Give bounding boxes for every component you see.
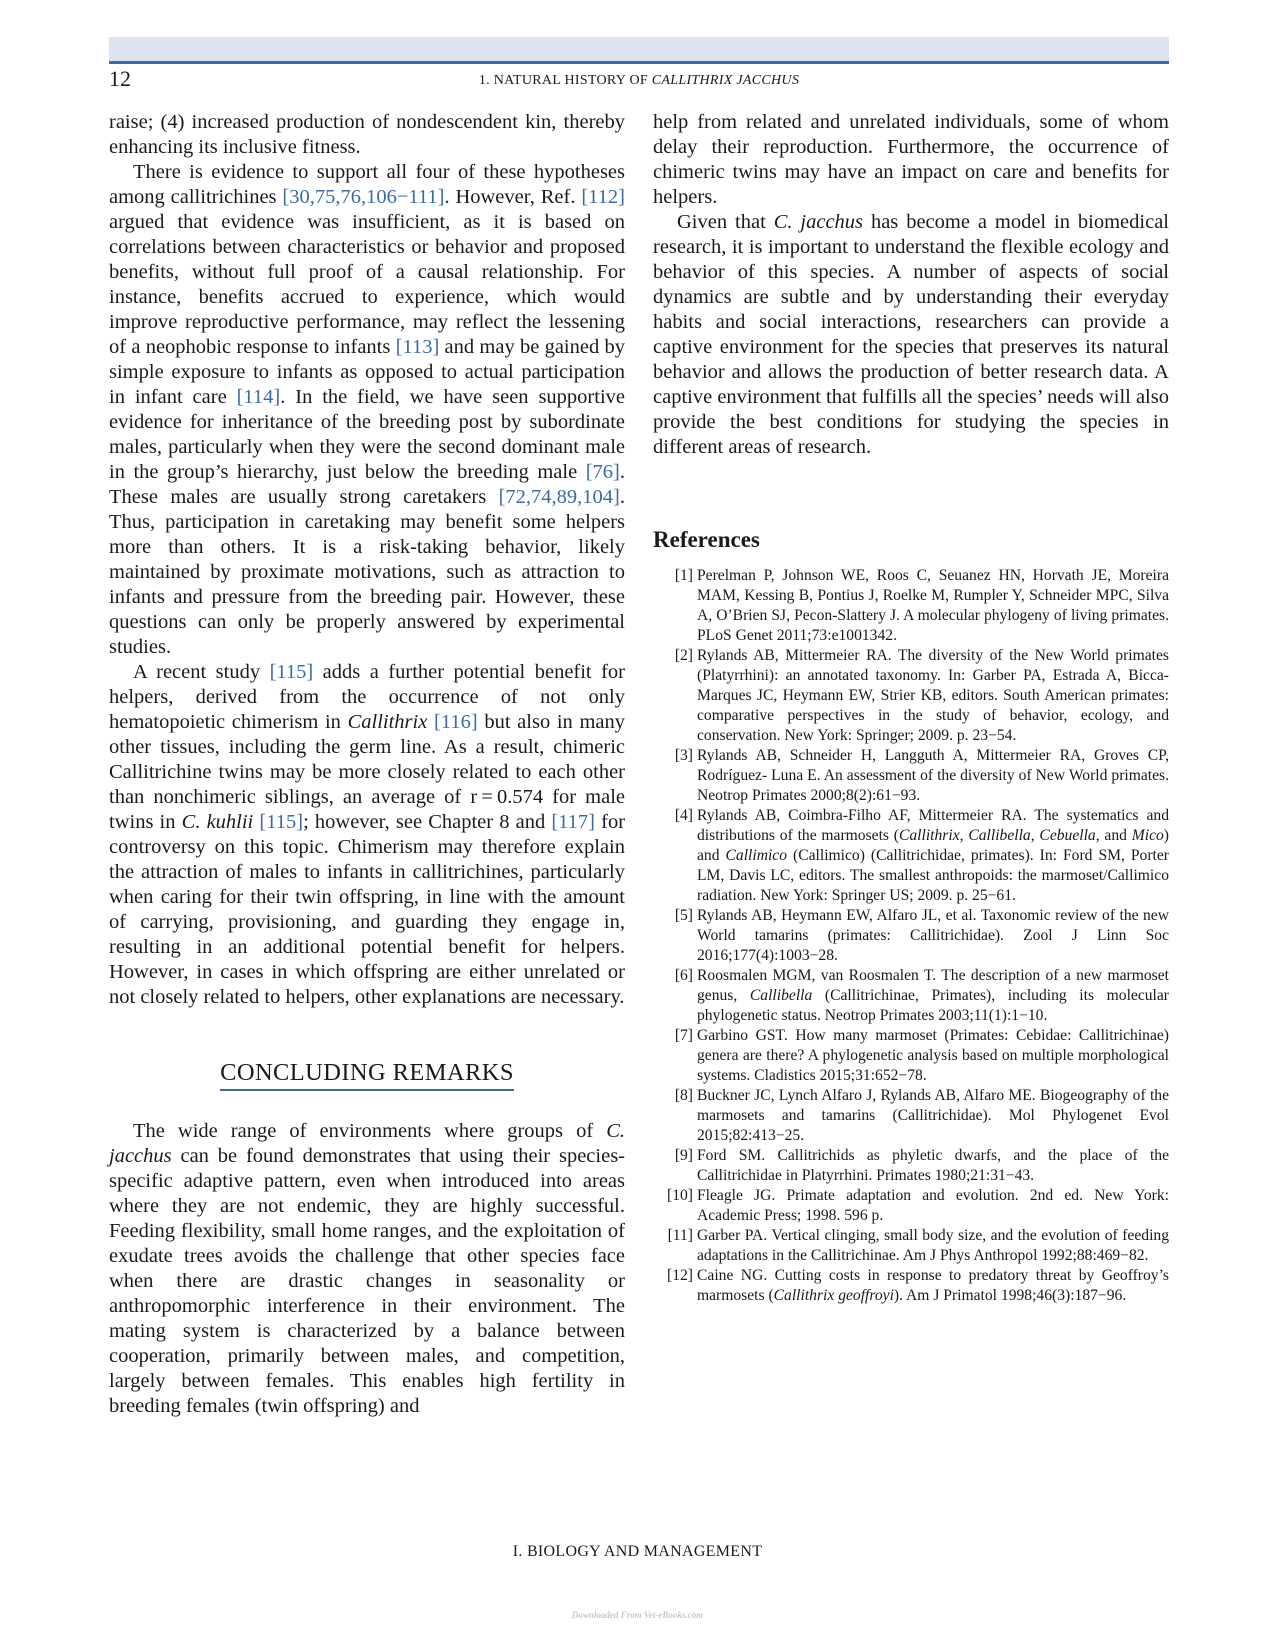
watermark: Downloaded From Vet-eBooks.com [571,1610,704,1620]
reference-text: Ford SM. Callitrichids as phyletic dwarfs, and the place of the Callitrichidae in Platyrrhini. Primates 1980;21:31−43. [697,1147,1169,1184]
reference-text: Fleagle JG. Primate adaptation and evolution. 2nd ed. New York: Academic Press; 1998. 596 p. [697,1187,1169,1224]
reference-text: , [1030,827,1040,844]
reference-text: (Callimico) (Callitrichidae, primates). In: Ford SM, Porter LM, Davis LC, editors. The smallest anthropoids: the marmoset/Callimico radiation. New York: Springer US; 2009. p. 25−61. [697,847,1169,904]
citation-link[interactable]: [113] [395,336,440,358]
reference-text: Garber PA. Vertical clinging, small body size, and the evolution of feeding adaptations in the Callitrichinae. Am J Phys Anthropol 1992;88:469−82. [697,1227,1169,1264]
reference-text: , and [1095,827,1132,844]
text-segment: The wide range of environments where groups of [133,1120,607,1142]
citation-link[interactable]: [76] [585,461,620,483]
reference-text: Caine NG. Cutting costs in response to predatory threat by Geoffroy’s marmosets ( [697,1267,1169,1304]
genus-name: Cebuella [1039,827,1096,844]
reference-text: (Callitrichinae, Primates), including its molecular phylogenetic status. Neotrop Primates 2003;11(1):1−10. [697,987,1169,1024]
reference-item [653,746,1169,806]
reference-list [653,566,1169,1306]
genus-name: Callithrix [898,827,960,844]
citation-link[interactable]: [114] [236,386,281,408]
reference-item [653,906,1169,966]
reference-number: [6] [674,967,693,984]
genus-name: Callibella [749,987,813,1004]
text-segment: has become a model in biomedical research, it is important to understand the flexible ecology and behavior of this species. A number of aspects of social dynamics are subtle and by understanding their everyday habits and social interactions, researchers can provide a captive environment for the species that preserves its natural behavior and allows the production of better research data. A captive environment that fulfills all the species’ needs will also provide the best conditions for studying the species in different areas of research. [653,211,1169,458]
reference-number: [11] [667,1227,693,1244]
text-segment: A recent study [133,661,270,683]
genus-name: Mico [1131,827,1164,844]
text-segment: ; however, see Chapter 8 and [303,811,552,833]
reference-text: Rylands AB, Mittermeier RA. The diversity of the New World primates (Platyrrhini): an annotated taxonomy. In: Garber PA, Estrada A, Bicca-Marques JC, Heymann EW, Strier KB, editors. South American primates: comparative perspectives in the study of behavior, ecology, and conservation. New York: Springer; 2009. p. 23−54. [697,647,1169,744]
reference-item [653,1226,1169,1266]
text-segment: . However, Ref. [444,186,582,208]
reference-item [653,966,1169,1026]
reference-text: Rylands AB, Coimbra-Filho AF, Mittermeier RA. The systematics and distributions of the marmosets ( [697,807,1169,844]
citation-link[interactable]: [115] [259,811,304,833]
reference-number: [10] [667,1187,693,1204]
reference-number: [1] [674,567,693,584]
paragraph-4 [109,1119,625,1419]
species-name: C. kuhlii [181,811,254,833]
text-segment: and may be gained by simple exposure to infants as opposed to actual participation in infant care [109,336,625,408]
header-band [109,37,1169,64]
text-segment: but also in many other tissues, including the germ line. As a result, chimeric Callitrichine twins may be more closely related to each other than nonchimeric siblings, an average of r = 0.574 for male twins in [109,711,626,833]
reference-number: [8] [674,1087,693,1104]
reference-item [653,646,1169,746]
reference-number: [7] [674,1027,693,1044]
reference-item [653,1146,1169,1186]
reference-number: [3] [674,747,693,764]
reference-text: Rylands AB, Heymann EW, Alfaro JL, et al. Taxonomic review of the new World tamarins (primates: Callitrichidae). Zool J Linn Soc 2016;177(4):1003−28. [697,907,1169,964]
paragraph-5: help from related and unrelated individuals, some of whom delay their reproduction. Furthermore, the occurrence of chimeric twins may have an impact on care and benefits for helpers. [653,111,1169,208]
running-head [109,72,1169,90]
reference-text: Buckner JC, Lynch Alfaro J, Rylands AB, Alfaro ME. Biogeography of the marmosets and tamarins (Callitrichidae). Mol Phylogenet Evol 2015;82:413−25. [697,1087,1169,1144]
text-segment: There is evidence to support all four of these hypotheses among callitrichines [109,161,625,208]
reference-number: [2] [674,647,693,664]
footer-part-title: I. BIOLOGY AND MANAGEMENT [512,1543,763,1560]
reference-text: , [959,827,969,844]
genus-name: Callimico [725,847,788,864]
paragraph-1: raise; (4) increased production of nondescendent kin, thereby enhancing its inclusive fitness. [109,111,625,158]
text-segment [427,711,434,733]
text-segment: argued that evidence was insufficient, as it is based on correlations between characteristics or behavior and proposed benefits, without full proof of a causal relationship. For instance, benefits accrued to experience, which would improve reproductive performance, may reflect the lessening of a neophobic response to infants [109,211,625,358]
paragraph-2 [109,160,625,660]
reference-number: [4] [674,807,693,824]
reference-number: [9] [674,1147,693,1164]
reference-item [653,1026,1169,1086]
genus-name: Callithrix [347,711,428,733]
citation-link[interactable]: [115] [269,661,314,683]
running-head-species: CALLITHRIX JACCHUS [651,73,800,88]
reference-text: Perelman P, Johnson WE, Roos C, Seuanez HN, Horvath JE, Moreira MAM, Kessing B, Pontius J, Roelke M, Rumpler Y, Schneider MPC, Silva A, O’Brien SJ, Pecon-Slattery J. A molecular phylogeny of living primates. PLoS Genet 2011;73:e1001342. [697,567,1169,644]
reference-item [653,1186,1169,1226]
page-number: 12 [109,66,131,91]
text-segment: . In the field, we have seen supportive evidence for inheritance of the breeding post by subordinate males, particularly when they were the second dominant male in the group’s hierarchy, just below the breeding male [109,386,625,483]
reference-text: ). Am J Primatol 1998;46(3):187−96. [893,1287,1127,1304]
citation-link[interactable]: [116] [434,711,478,733]
reference-number: [12] [667,1267,693,1284]
reference-item [653,806,1169,906]
text-segment: adds a further potential benefit for helpers, derived from the occurrence of not only hematopoietic chimerism in [109,661,625,733]
paragraph-3 [109,660,625,1010]
left-column [109,110,625,1419]
citation-link[interactable]: [117] [551,811,595,833]
text-segment: Given that [677,211,774,233]
citation-link[interactable]: [112] [581,186,625,208]
text-segment: . These males are usually strong caretakers [109,461,625,508]
citation-link[interactable]: [30,75,76,106−111] [282,186,445,208]
running-head-text: 1. NATURAL HISTORY OF [478,73,652,88]
species-name: Callithrix geoffroyi [773,1287,894,1304]
reference-item [653,1266,1169,1306]
paragraph-6 [653,210,1169,460]
text-segment: can be found demonstrates that using their species-specific adaptive pattern, even when introduced into areas where they are not endemic, they are highly successful. Feeding flexibility, small home ranges, and the exploitation of exudate trees avoids the challenge that other species face when there are drastic changes in seasonality or anthropomorphic interference in their environment. The mating system is characterized by a balance between cooperation, primarily between males, and competition, largely between females. This enables high fertility in breeding females (twin offspring) and [109,1145,625,1417]
reference-number: [5] [674,907,693,924]
reference-text: Rylands AB, Schneider H, Langguth A, Mittermeier RA, Groves CP, Rodríguez- Luna E. An assessment of the diversity of New World primates. Neotrop Primates 2000;8(2):61−93. [697,747,1169,804]
section-heading-concluding-remarks: CONCLUDING REMARKS [220,1058,514,1091]
reference-item [653,566,1169,646]
text-segment: for controversy on this topic. Chimerism may therefore explain the attraction of males to infants in callitrichines, particularly when caring for their twin offspring, in line with the amount of carrying, provisioning, and guarding they engage in, resulting in an additional potential benefit for helpers. However, in cases in which offspring are either unrelated or not closely related to helpers, other explanations are necessary. [109,811,626,1008]
text-segment: . Thus, participation in caretaking may benefit some helpers more than others. It is a risk-taking behavior, likely maintained by proximate motivations, such as attraction to infants and pressure from the breeding pair. However, these questions can only be properly answered by experimental studies. [109,486,625,658]
citation-link[interactable]: [72,74,89,104] [498,486,620,508]
references-heading: References [653,527,760,552]
species-name: C. jacchus [773,211,864,233]
reference-text: ) and [697,827,1169,864]
right-column [653,110,1169,1306]
reference-item [653,1086,1169,1146]
reference-text: Garbino GST. How many marmoset (Primates: Cebidae: Callitrichinae) genera are there? A phylogenetic analysis based on multiple morphological systems. Cladistics 2015;31:652−78. [697,1027,1169,1084]
genus-name: Callibella [968,827,1031,844]
species-name: C. jacchus [109,1120,625,1167]
reference-text: Roosmalen MGM, van Roosmalen T. The description of a new marmoset genus, [697,967,1169,1004]
